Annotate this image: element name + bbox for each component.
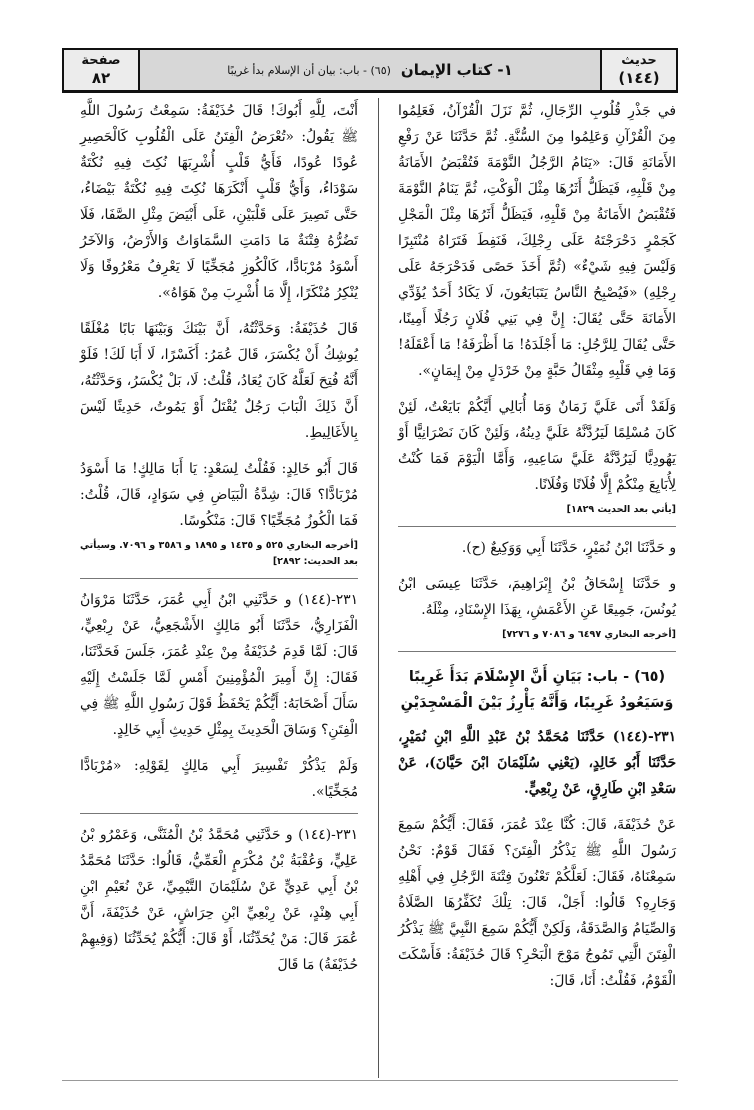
paragraph: عَنْ حُذَيْفَةَ، قَالَ: كُنَّا عِنْدَ عُمَرَ، فَقَالَ: أَيُّكُمْ سَمِعَ رَسُولَ اللَّهِ ﷺ يَذْكُرُ الْفِتَنَ؟ فَقَالَ قَوْمٌ: نَحْنُ سَمِعْنَاهُ، فَقَالَ: لَعَلَّكُمْ تَعْنُونَ فِتْنَةَ الرَّجُلِ فِي أَهْلِهِ وَجَارِهِ؟ قَالُوا: أَجَلْ، قَالَ: تِلْكَ تُكَفِّرُهَا الصَّلَاةُ وَالصِّيَامُ وَالصَّدَقَةُ، وَلَكِنْ أَيُّكُمْ سَمِعَ النَّبِيَّ ﷺ يَذْكُرُ الْفِتَنَ الَّتِي تَمُوجُ مَوْجَ الْبَحْرِ؟ قَالَ حُذَيْفَةُ: فَأَسْكَتَ الْقَوْمُ، فَقُلْتُ: أَنَا، قَالَ:: [398, 817, 676, 989]
hadith-chain: ٢٣١-(١٤٤) و حَدَّثَنِي ابْنُ أَبِي عُمَرَ، حَدَّثَنَا مَرْوَانُ الْفَزَارِيُّ، حَدَّثَنَا أَبُو مَالِكٍ الأَشْجَعِيُّ، عَنْ رِبْعِيٍّ، قَالَ: لَمَّا قَدِمَ حُذَيْفَةُ مِنْ عِنْدِ عُمَرَ، جَلَسَ فَحَدَّثَنَا، فَقَالَ: إِنَّ أَمِيرَ الْمُؤْمِنِينَ أَمْسِ لَمَّا جَلَسْتُ إِلَيْهِ سَأَلَ أَصْحَابَهُ: أَيُّكُمْ يَحْفَظُ قَوْلَ رَسُولِ اللَّهِ ﷺ فِي الْفِتَنِ؟ وَسَاقَ الْحَدِيثَ بِمِثْلِ حَدِيثِ أَبِي خَالِدٍ.: [80, 592, 358, 738]
page-header: [62, 48, 678, 92]
hadith-label: حديث: [621, 53, 657, 68]
paragraph: وَلَقَدْ أَتَى عَلَيَّ زَمَانٌ وَمَا أُبَالِي أَيَّكُمْ بَايَعْتُ، لَئِنْ كَانَ مُسْلِمًا لَيَرُدَّنَّهُ عَلَيَّ دِينُهُ، وَلَئِنْ كَانَ نَصْرَانِيًّا أَوْ يَهُودِيًّا لَيَرُدَّنَّهُ عَلَيَّ سَاعِيهِ، وَأَمَّا الْيَوْمَ فَمَا كُنْتُ لِأُبَايِعَ مِنْكُمْ إِلَّا فُلَانًا وَفُلَانًا.: [398, 399, 676, 493]
hadith-chain: ٢٣١-(١٤٤) حَدَّثَنَا مُحَمَّدُ بْنُ عَبْدِ اللَّهِ ابْنِ نُمَيْرٍ، حَدَّثَنَا أَبُو خَالِدٍ، (يَعْنِي سُلَيْمَانَ ابْنَ حَيَّانَ)، عَنْ سَعْدِ ابْنِ طَارِقٍ، عَنْ رِبْعِيٍّ.: [398, 729, 676, 797]
page-number: ٨٢: [91, 69, 111, 87]
paragraph: قَالَ حُذَيْفَةُ: وَحَدَّثْتُهُ، أَنَّ بَيْنَكَ وَبَيْنَهَا بَابًا مُغْلَقًا يُوشِكُ أَنْ يُكْسَرَ، قَالَ عُمَرُ: أَكَسْرًا، لَا أَبَا لَكَ! فَلَوْ أَنَّهُ فُتِحَ لَعَلَّهُ كَانَ يُعَادُ، قُلْتُ: لَا، بَلْ يُكْسَرُ، وَحَدَّثْتُهُ، أَنَّ ذَلِكَ الْبَابَ رَجُلٌ يُقْتَلُ أَوْ يَمُوتُ، حَدِيثًا لَيْسَ بِالأَغَالِيطِ.: [80, 321, 358, 441]
right-column: [398, 98, 676, 998]
left-column: [80, 98, 358, 982]
separator: [80, 578, 358, 579]
paragraph: و حَدَّثَنَا إِسْحَاقُ بْنُ إِبْرَاهِيمَ، حَدَّثَنَا عِيسَى ابْنُ يُونُسَ، جَمِيعًا عَنِ الأَعْمَشِ، بِهَذَا الإِسْنَادِ، مِثْلَهُ.: [398, 576, 676, 618]
separator: [398, 651, 676, 652]
chapter-running-title: (٦٥) - باب: بيان أن الإسلام بدأ غريبًا: [227, 63, 391, 77]
paragraph: في جَذْرِ قُلُوبِ الرِّجَالِ، ثُمَّ نَزَلَ الْقُرْآنُ، فَعَلِمُوا مِنَ الْقُرْآنِ وَعَلِمُوا مِنَ السُّنَّةِ. ثُمَّ حَدَّثَنَا عَنْ رَفْعِ الأَمَانَةِ قَالَ: «يَنَامُ الرَّجُلُ النَّوْمَةَ فَتُقْبَضُ الأَمَانَةُ مِنْ قَلْبِهِ، فَيَظَلُّ أَثَرُهَا مِثْلَ الْوَكْتِ، ثُمَّ يَنَامُ النَّوْمَةَ فَتُقْبَضُ الأَمَانَةُ مِنْ قَلْبِهِ، فَيَظَلُّ أَثَرُهَا مِثْلَ الْمَجْلِ كَجَمْرٍ دَحْرَجْتَهُ عَلَى رِجْلِكَ، فَنَفِطَ فَتَرَاهُ مُنْتَبِرًا وَلَيْسَ فِيهِ شَيْءٌ» (ثُمَّ أَخَذَ حَصًى فَدَحْرَجَهُ عَلَى رِجْلِهِ) «فَيُصْبِحُ النَّاسُ يَتَبَايَعُونَ، لَا يَكَادُ أَحَدٌ يُؤَدِّي الأَمَانَةَ حَتَّى يُقَالَ: إِنَّ فِي بَنِي فُلَانٍ رَجُلًا أَمِينًا، حَتَّى يُقَالَ لِلرَّجُلِ: مَا أَجْلَدَهُ! مَا أَظْرَفَهُ! مَا أَعْقَلَهُ! وَمَا فِي قَلْبِهِ مِثْقَالُ حَبَّةٍ مِنْ خَرْدَلٍ مِنْ إِيمَانٍ».: [398, 103, 676, 379]
reference-note: [يأتي بعد الحديث ١٨٢٩]: [566, 504, 676, 515]
hadith-number-box: [600, 50, 676, 90]
paragraph: قَالَ أَبُو خَالِدٍ: فَقُلْتُ لِسَعْدٍ: يَا أَبَا مَالِكٍ! مَا أَسْوَدُ مُرْبَادًّا؟ قَالَ: شِدَّةُ الْبَيَاضِ فِي سَوَادٍ، قَالَ، قُلْتُ: فَمَا الْكُوزُ مُجَخِّيًا؟ قَالَ: مَنْكُوسًا.: [80, 461, 358, 529]
hadith-number: (١٤٤): [618, 69, 660, 87]
paragraph: وَلَمْ يَذْكُرْ تَفْسِيرَ أَبِي مَالِكٍ لِقَوْلِهِ: «مُرْبَادًّا مُجَخِّيًا».: [80, 758, 358, 800]
paragraph: و حَدَّثَنَا ابْنُ نُمَيْرٍ، حَدَّثَنَا أَبِي وَوَكِيعٌ (ح).: [461, 540, 676, 556]
paragraph: أَنْتَ، لِلَّهِ أَبُوكَ! قَالَ حُذَيْفَةُ: سَمِعْتُ رَسُولَ اللَّهِ ﷺ يَقُولُ: «تُعْرَضُ الْفِتَنُ عَلَى الْقُلُوبِ كَالْحَصِيرِ عُودًا عُودًا، فَأَيُّ قَلْبٍ أُشْرِبَهَا نُكِتَ فِيهِ نُكْتَةٌ سَوْدَاءُ، وَأَيُّ قَلْبٍ أَنْكَرَهَا نُكِتَ فِيهِ نُكْتَةٌ بَيْضَاءُ، حَتَّى تَصِيرَ عَلَى قَلْبَيْنِ، عَلَى أَبْيَضَ مِثْلِ الصَّفَا، فَلَا تَضُرُّهُ فِتْنَةٌ مَا دَامَتِ السَّمَاوَاتُ وَالأَرْضُ، وَالآخَرُ أَسْوَدُ مُرْبَادًّا، كَالْكُوزِ مُجَخِّيًا لَا يَعْرِفُ مَعْرُوفًا وَلَا يُنْكِرُ مُنْكَرًا، إِلَّا مَا أُشْرِبَ مِنْ هَوَاهُ».: [80, 103, 358, 301]
separator: [80, 813, 358, 814]
header-titles: [140, 50, 600, 90]
column-divider: [378, 98, 379, 1078]
hadith-chain: ٢٣١-(١٤٤) و حَدَّثَنِي مُحَمَّدُ بْنُ الْمُثَنَّى، وَعَمْرُو بْنُ عَلِيٍّ، وَعُقْبَةُ بْنُ مُكْرَمٍ الْعَمِّيُّ، قَالُوا: حَدَّثَنَا مُحَمَّدُ بْنُ أَبِي عَدِيٍّ عَنْ سُلَيْمَانَ التَّيْمِيِّ، عَنْ نُعَيْمِ ابْنِ أَبِي هِنْدٍ، عَنْ رِبْعِيِّ ابْنِ حِرَاشٍ، عَنْ حُذَيْفَةَ، أَنَّ عُمَرَ قَالَ: مَنْ يُحَدِّثُنَا، أَوْ قَالَ: أَيُّكُمْ يُحَدِّثُنَا (وَفِيهِمْ حُذَيْفَةُ) مَا قَالَ: [80, 827, 358, 973]
separator: [398, 526, 676, 527]
book-title: ١- كتاب الإيمان: [400, 61, 513, 79]
reference-note: [أخرجه البخاري ٥٢٥ و ١٤٣٥ و ١٨٩٥ و ٣٥٨٦ و ٧٠٩٦. وسيأتي بعد الحديث: ٢٨٩٢]: [79, 540, 358, 567]
footer-rule: [62, 1080, 678, 1081]
chapter-heading: (٦٥) - باب: بَيَانِ أَنَّ الإِسْلَامَ بَدَأَ غَرِيبًا وَسَيَعُودُ غَرِيبًا، وَأَنَّهُ يَأْرِزُ بَيْنَ الْمَسْجِدَيْنِ: [400, 669, 674, 711]
page-number-box: [64, 50, 140, 90]
reference-note: [أخرجه البخاري ٦٤٩٧ و ٧٠٨٦ و ٧٢٧٦]: [502, 629, 676, 640]
page-label: صفحة: [81, 53, 121, 68]
header-rule: [62, 92, 678, 93]
